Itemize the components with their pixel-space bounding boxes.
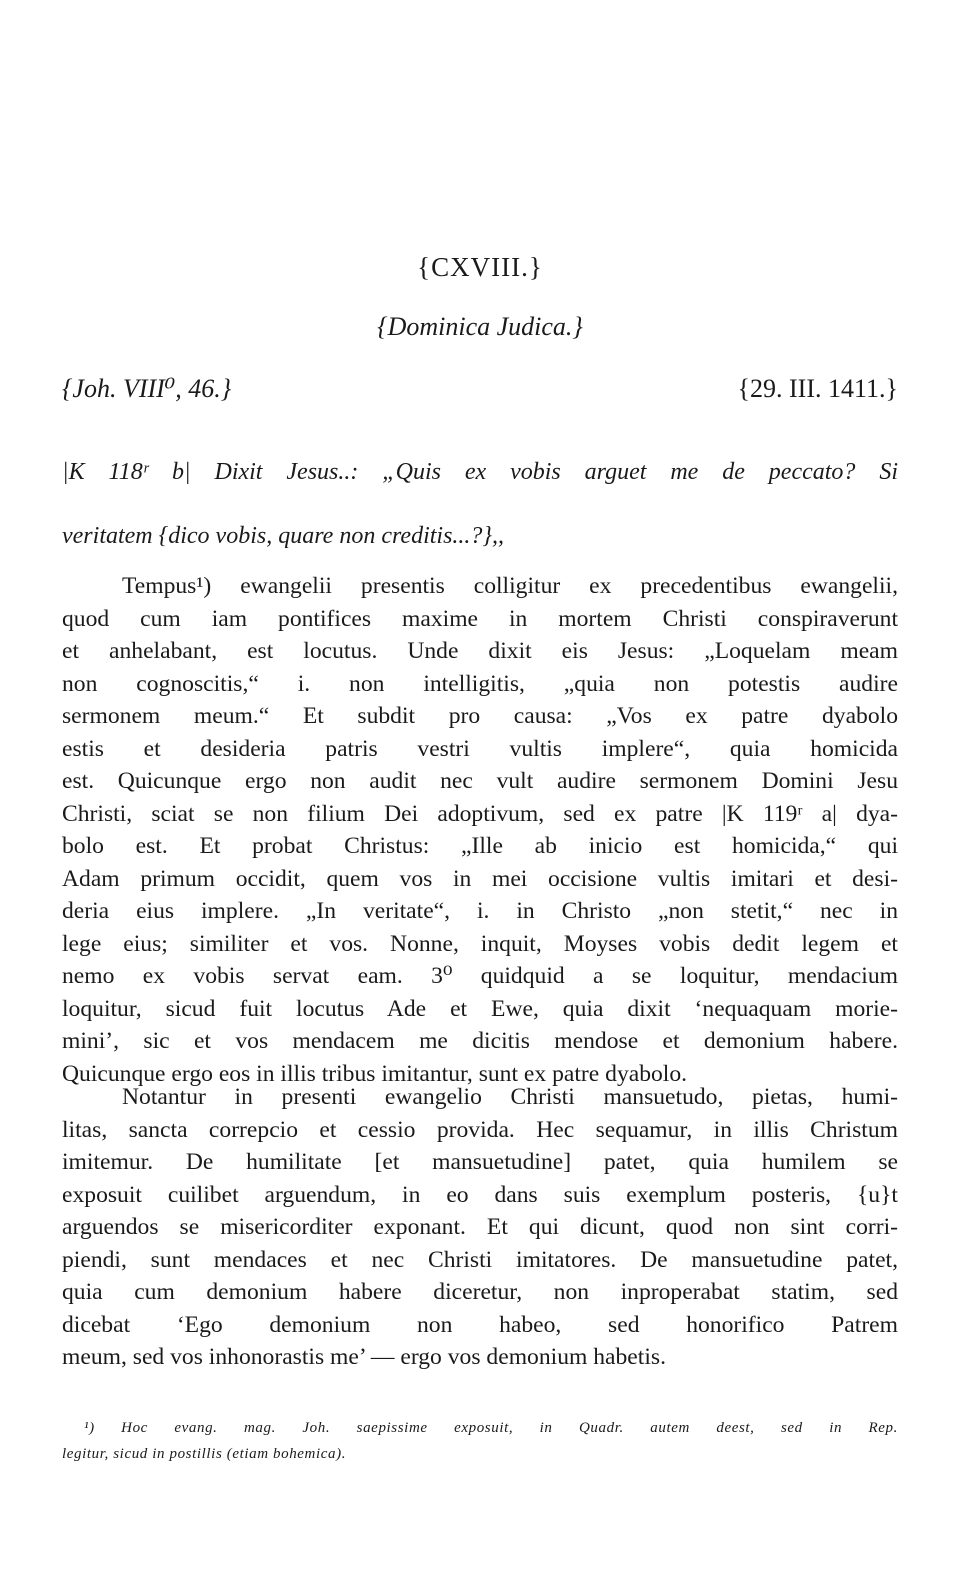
text-line: quia cum demonium habere diceretur, non inproperabat statim, sed	[62, 1279, 898, 1305]
footnote-line: legitur, sicud in postillis (etiam bohemica).	[62, 1446, 347, 1462]
scripture-reference: {Joh. VIII⁰, 46.}	[62, 374, 232, 403]
footnote-line: ¹) Hoc evang. mag. Joh. saepissime exposuit, in Quadr. autem deest, sed in Rep.	[84, 1420, 898, 1436]
text-line: lege eius; similiter et vos. Nonne, inquit, Moyses vobis dedit legem et	[62, 930, 898, 957]
text-line: quod cum iam pontifices maxime in mortem Christi conspiraverunt	[62, 605, 898, 632]
sermon-date: {29. III. 1411.}	[737, 374, 898, 403]
incipit-quote	[62, 440, 898, 568]
text-line: litas, sancta correpcio et cessio provida. Hec sequamur, in illis Christum	[62, 1116, 898, 1143]
text-line: deria eius implere. „In veritate“, i. in Christo „non stetit,“ nec in	[62, 898, 898, 924]
paragraph-1	[62, 570, 898, 1090]
text-line: imitemur. De humilitate [et mansuetudine] patet, quia humilem se	[62, 1149, 898, 1175]
text-line: sermonem meum.“ Et subdit pro causa: „Vos ex patre dyabolo	[62, 703, 898, 729]
text-line: loquitur, sicud fuit locutus Ade et Ewe, quia dixit ‘nequaquam morie-	[62, 995, 898, 1022]
text-line: Tempus¹) ewangelii presentis colligitur ex precedentibus ewangelii,	[122, 573, 898, 599]
text-line: bolo est. Et probat Christus: „Ille ab inicio est homicida,“ qui	[62, 833, 898, 859]
footnote	[62, 1415, 898, 1467]
text-line: Notantur in presenti ewangelio Christi mansuetudo, pietas, humi-	[122, 1084, 898, 1110]
text-line: piendi, sunt mendaces et nec Christi imitatores. De mansuetudine patet,	[62, 1246, 898, 1273]
text-line: exposuit cuilibet arguendum, in eo dans suis exemplum posteris, {u}t	[62, 1181, 898, 1208]
text-line: est. Quicunque ergo non audit nec vult audire sermonem Domini Jesu	[62, 768, 898, 794]
text-line: dicebat ‘Ego demonium non habeo, sed honorifico Patrem	[62, 1311, 898, 1338]
text-line: mini’, sic et vos mendacem me dicitis mendose et demonium habere.	[62, 1028, 898, 1054]
text-line: Adam primum occidit, quem vos in mei occisione vultis imitari et desi-	[62, 865, 898, 892]
text-line: veritatem {dico vobis, quare non creditis...?},,	[62, 523, 505, 549]
text-line: Quicunque ergo eos in illis tribus imitantur, sunt ex patre dyabolo.	[62, 1060, 688, 1087]
text-line: Christi, sciat se non filium Dei adoptivum, sed ex patre |K 119ʳ a| dya-	[62, 800, 898, 827]
text-line: arguendos se misericorditer exponant. Et qui dicunt, quod non sint corri-	[62, 1214, 898, 1240]
paragraph-2	[62, 1081, 898, 1374]
text-line: non cognoscitis,“ i. non intelligitis, „quia non potestis audire	[62, 670, 898, 697]
text-line: |K 118ʳ b| Dixit Jesus..: „Quis ex vobis arguet me de peccato? Si	[62, 459, 898, 485]
text-line: estis et desideria patris vestri vultis implere“, quia homicida	[62, 735, 898, 762]
feast-title: {Dominica Judica.}	[377, 312, 583, 341]
text-line: meum, sed vos inhonorastis me’ — ergo vos demonium habetis.	[62, 1344, 666, 1370]
sermon-number: {CXVIII.}	[417, 252, 543, 282]
text-line: nemo ex vobis servat eam. 3⁰ quidquid a se loquitur, mendacium	[62, 963, 898, 989]
text-line: et anhelabant, est locutus. Unde dixit eis Jesus: „Loquelam meam	[62, 638, 898, 664]
